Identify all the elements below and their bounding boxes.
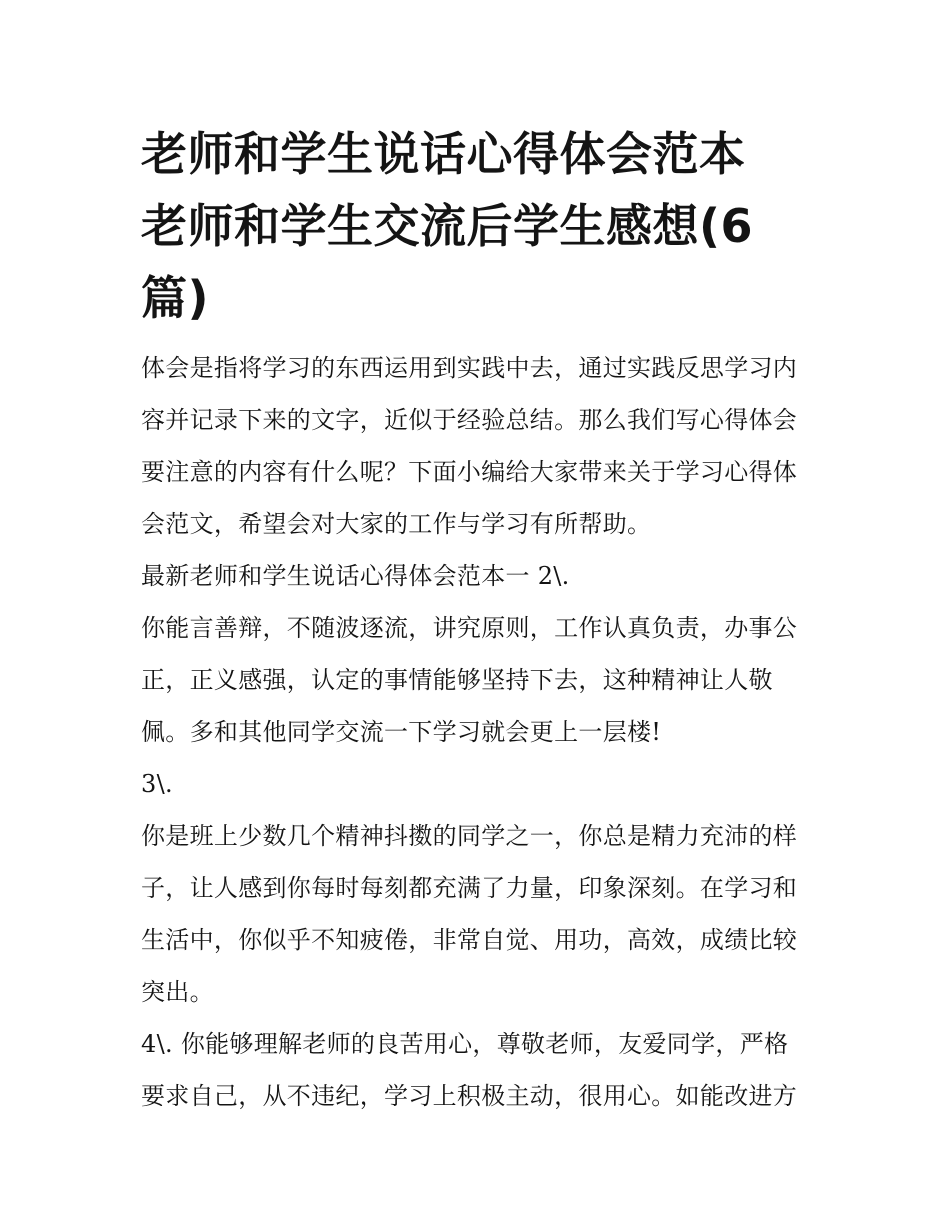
title-line-3: 篇) bbox=[141, 271, 210, 325]
text-line: 子，让人感到你每时每刻都充满了力量，印象深刻。在学习和 bbox=[141, 874, 798, 902]
text-line: 体会是指将学习的东西运用到实践中去，通过实践反思学习内 bbox=[141, 354, 798, 382]
intro-paragraph bbox=[141, 342, 817, 550]
text-line: 会范文，希望会对大家的工作与学习有所帮助。 bbox=[141, 510, 652, 538]
comment-paragraph bbox=[141, 810, 817, 1018]
section-heading bbox=[141, 550, 817, 602]
document-title bbox=[141, 118, 817, 334]
text-line: 最新老师和学生说话心得体会范本一 2\. bbox=[141, 562, 570, 590]
item-number bbox=[141, 758, 817, 810]
text-line: 4\. 你能够理解老师的良苦用心，尊敬老师，友爱同学，严格 bbox=[141, 1030, 789, 1058]
text-line: 你是班上少数几个精神抖擞的同学之一，你总是精力充沛的样 bbox=[141, 822, 798, 850]
text-line: 突出。 bbox=[141, 978, 214, 1006]
text-line: 要求自己，从不违纪，学习上积极主动，很用心。如能改进方 bbox=[141, 1082, 798, 1110]
title-line-2: 老师和学生交流后学生感想(6 bbox=[141, 199, 754, 253]
text-line: 生活中，你似乎不知疲倦，非常自觉、用功，高效，成绩比较 bbox=[141, 926, 798, 954]
text-line: 要注意的内容有什么呢？下面小编给大家带来关于学习心得体 bbox=[141, 458, 798, 486]
text-line: 3\. bbox=[141, 770, 173, 798]
comment-paragraph bbox=[141, 602, 817, 758]
text-line: 容并记录下来的文字，近似于经验总结。那么我们写心得体会 bbox=[141, 406, 798, 434]
text-line: 你能言善辩，不随波逐流，讲究原则，工作认真负责，办事公 bbox=[141, 614, 798, 642]
text-line: 正，正义感强，认定的事情能够坚持下去，这种精神让人敬 bbox=[141, 666, 773, 694]
text-line: 佩。多和其他同学交流一下学习就会更上一层楼! bbox=[141, 718, 662, 746]
comment-paragraph bbox=[141, 1018, 817, 1122]
title-line-1: 老师和学生说话心得体会范本 bbox=[141, 127, 746, 181]
document-page bbox=[141, 118, 817, 1122]
